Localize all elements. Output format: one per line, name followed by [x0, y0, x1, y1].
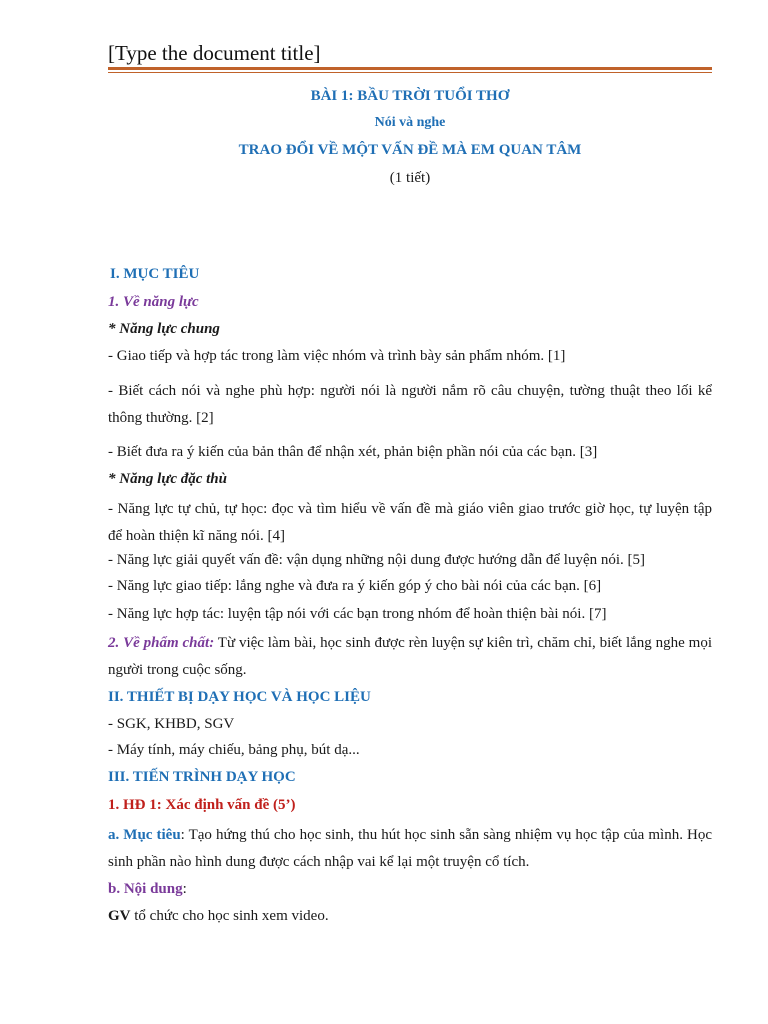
equipment-item-2: - Máy tính, máy chiếu, bảng phụ, bút dạ...	[108, 742, 360, 758]
activity-1-title: 1. HĐ 1: Xác định vấn đề (5’)	[108, 797, 296, 813]
lesson-topic: TRAO ĐỔI VỀ MỘT VẤN ĐỀ MÀ EM QUAN TÂM	[238, 142, 582, 158]
sub-capacity-title: 1. Về năng lực	[108, 294, 199, 310]
objective-label: a. Mục tiêu	[108, 827, 181, 843]
objective-paragraph	[108, 822, 712, 876]
lesson-subheading: Nói và nghe	[374, 115, 446, 130]
general-item-1: - Giao tiếp và hợp tác trong làm việc nhóm và trình bày sản phẩm nhóm. [1]	[108, 348, 566, 364]
quality-label: 2. Về phẩm chất:	[108, 635, 215, 651]
teacher-abbrev: GV	[108, 908, 131, 924]
general-item-3: - Biết đưa ra ý kiến của bản thân để nhận xét, phản biện phần nói của các bạn. [3]	[108, 444, 598, 460]
quality-text: Từ việc làm bài, học sinh được rèn luyện sự kiên trì, chăm chỉ, biết lắng nghe mọi người trong cuộc sống.	[108, 635, 712, 678]
section-process-title: III. TIẾN TRÌNH DẠY HỌC	[108, 769, 296, 785]
quality-paragraph	[108, 630, 712, 684]
specific-item-1: - Năng lực tự chủ, tự học: đọc và tìm hiểu về vấn đề mà giáo viên giao trước giờ học, tự luyện tập để hoàn thiện kĩ năng nói. [4]	[108, 501, 712, 544]
teacher-line	[108, 908, 712, 925]
content-label-line	[108, 881, 712, 898]
objective-text: : Tạo hứng thú cho học sinh, thu hút học sinh sẵn sàng nhiệm vụ học tập của mình. Học sinh phần nào hình dung được cách nhập vai kể lại một truyện cổ tích.	[108, 827, 712, 870]
specific-item-3: - Năng lực giao tiếp: lắng nghe và đưa ra ý kiến góp ý cho bài nói của các bạn. [6]	[108, 578, 602, 594]
lesson-duration: (1 tiết)	[389, 170, 431, 186]
equipment-item-1: - SGK, KHBD, SGV	[108, 716, 235, 732]
section-objectives-title: I. MỤC TIÊU	[110, 266, 200, 282]
specific-item-4: - Năng lực hợp tác: luyện tập nói với các bạn trong nhóm để hoàn thiện bài nói. [7]	[108, 606, 607, 622]
general-capacity-title: * Năng lực chung	[108, 321, 220, 337]
section-equipment-title: II. THIẾT BỊ DẠY HỌC VÀ HỌC LIỆU	[108, 689, 371, 705]
specific-item-2: - Năng lực giải quyết vấn đề: vận dụng những nội dung được hướng dẫn để luyện nói. [5]	[108, 552, 646, 568]
general-item-2: - Biết cách nói và nghe phù hợp: người nói là người nắm rõ câu chuyện, tường thuật theo lối kể thông thường. [2]	[108, 383, 712, 426]
lesson-heading: BÀI 1: BẦU TRỜI TUỔI THƠ	[310, 88, 510, 104]
header-rule-thick	[108, 67, 712, 70]
header-rule-thin	[108, 72, 712, 73]
content-colon: :	[182, 881, 187, 897]
teacher-text: tổ chức cho học sinh xem video.	[130, 908, 329, 924]
content-label: b. Nội dung	[108, 881, 183, 897]
specific-capacity-title: * Năng lực đặc thù	[108, 471, 227, 487]
document-page-title: [Type the document title]	[108, 41, 321, 65]
